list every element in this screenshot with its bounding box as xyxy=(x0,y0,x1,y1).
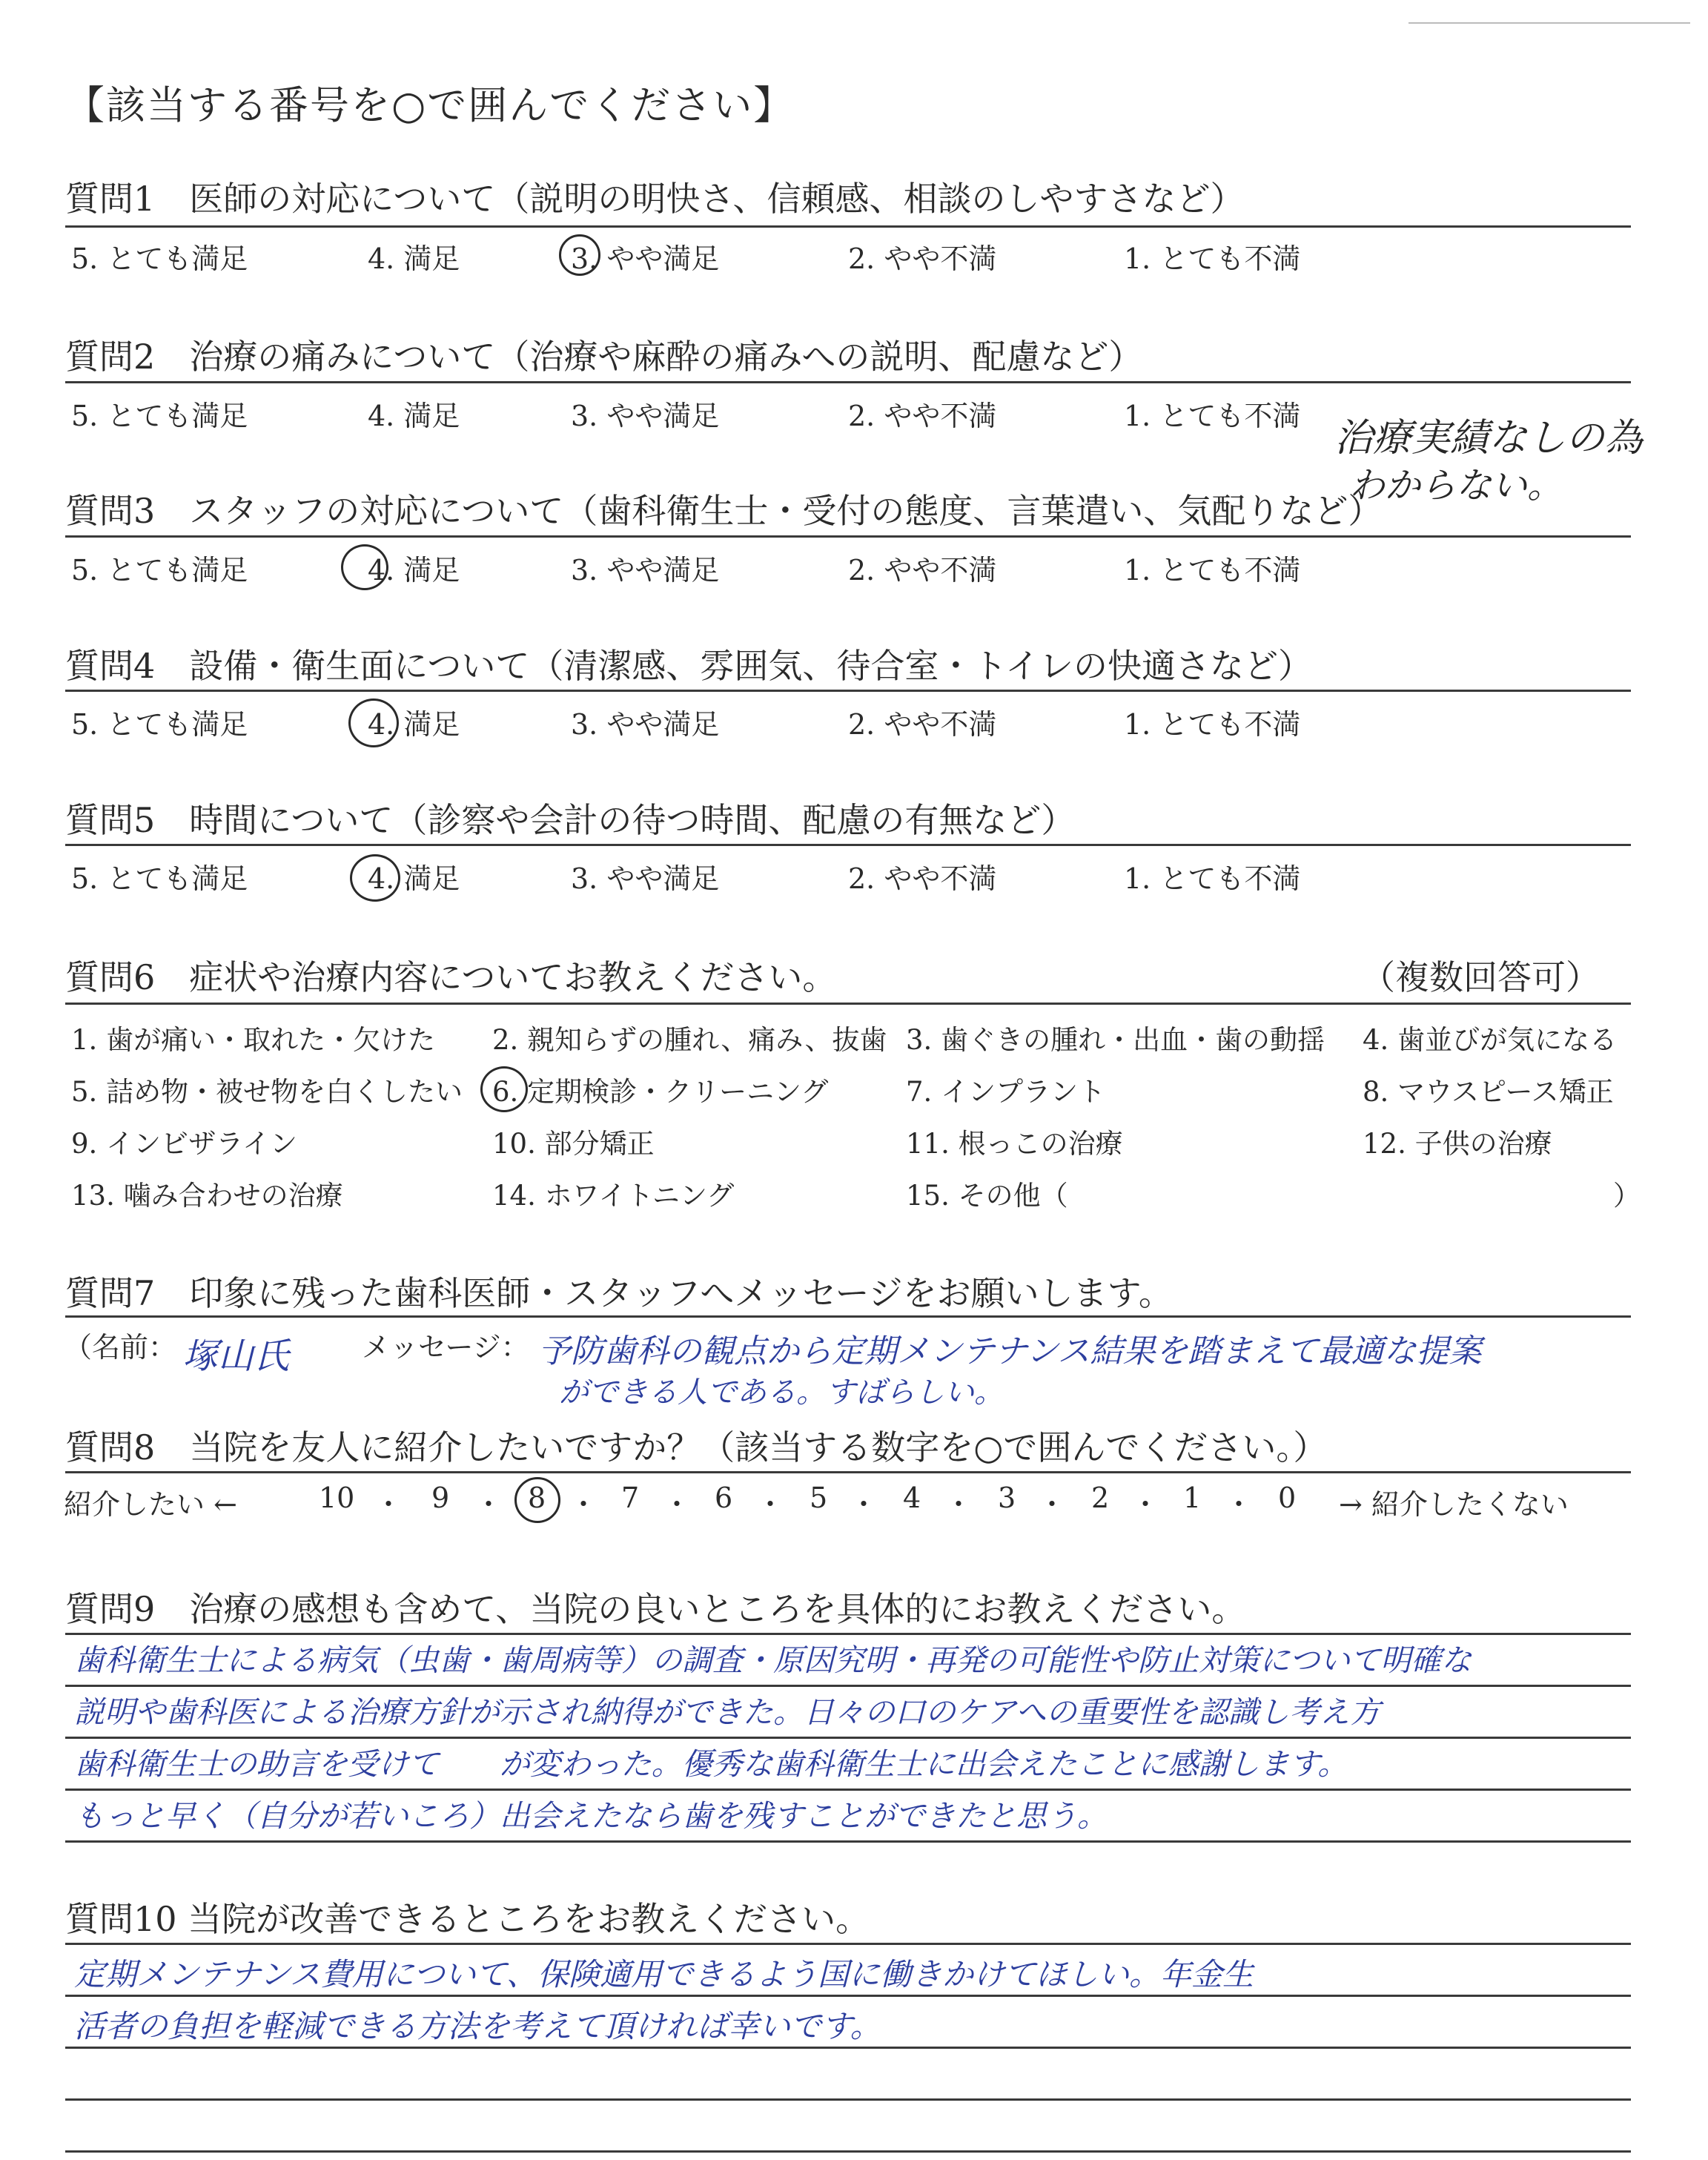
q1-option-5[interactable]: 5. とても満足 xyxy=(71,242,248,275)
q7-rule xyxy=(65,1315,1631,1318)
q8-scale-2[interactable]: 2 xyxy=(1091,1482,1110,1514)
q7-title: 質問7 印象に残った歯科医師・スタッフへメッセージをお願いします。 xyxy=(65,1273,1173,1313)
q3-option-5[interactable]: 5. とても満足 xyxy=(71,554,248,587)
q10-rule-4 xyxy=(65,2150,1631,2153)
q4-title: 質問4 設備・衛生面について（清潔感、雰囲気、待合室・トイレの快適さなど） xyxy=(65,646,1313,686)
q1-option-4[interactable]: 4. 満足 xyxy=(368,242,460,275)
q2-option-1[interactable]: 1. とても不満 xyxy=(1124,400,1301,432)
q8-scale-0[interactable]: 0 xyxy=(1278,1482,1297,1514)
q3-option-3[interactable]: 3. やや満足 xyxy=(571,554,720,587)
q8-rule xyxy=(65,1471,1631,1473)
q9-answer-line1[interactable]: 歯科衛生士による病気（虫歯・歯周病等）の調査・原因究明・再発の可能性や防止対策について明確な xyxy=(74,1642,1472,1678)
q3-title: 質問3 スタッフの対応について（歯科衛生士・受付の態度、言葉遣い、気配りなど） xyxy=(65,491,1383,531)
q8-scale-sep: ・ xyxy=(1038,1488,1067,1521)
q2-option-3[interactable]: 3. やや満足 xyxy=(571,400,720,432)
q1-title: 質問1 医師の対応について（説明の明快さ、信頼感、相談のしやすさなど） xyxy=(65,179,1245,219)
q10-answer-line1[interactable]: 定期メンテナンス費用について、保険適用できるよう国に働きかけてほしい。年金生 xyxy=(74,1956,1254,1992)
q10-answer-line2[interactable]: 活者の負担を軽減できる方法を考えて頂ければ幸いです。 xyxy=(74,2008,881,2044)
q6-item-15-close-paren: ） xyxy=(1613,1180,1641,1212)
q5-selection-circle xyxy=(350,854,400,902)
q2-handwritten-note-line2: わからない。 xyxy=(1349,465,1563,506)
q6-rule xyxy=(65,1003,1631,1005)
q1-option-3[interactable]: 3. やや満足 xyxy=(571,242,720,275)
q6-item-9[interactable]: 9. インビザライン xyxy=(71,1128,297,1160)
q9-rule-4 xyxy=(65,1840,1631,1843)
q5-option-3[interactable]: 3. やや満足 xyxy=(571,862,720,895)
q6-multiple-answer-note: （複数回答可） xyxy=(1361,957,1600,997)
q6-item-4[interactable]: 4. 歯並びが気になる xyxy=(1363,1024,1618,1056)
q9-answer-line2[interactable]: 説明や歯科医による治療方針が示され納得ができた。日々の口のケアへの重要性を認識し考え方 xyxy=(74,1694,1381,1730)
q4-selection-circle xyxy=(348,698,399,747)
page-heading: 【該当する番号を○で囲んでください】 xyxy=(65,83,795,128)
q8-scale-8[interactable]: 8 xyxy=(528,1482,546,1514)
q9-rule-2 xyxy=(65,1737,1631,1739)
q10-title: 質問10 当院が改善できるところをお教えください。 xyxy=(65,1899,870,1939)
q4-option-3[interactable]: 3. やや満足 xyxy=(571,708,720,741)
q8-scale-9[interactable]: 9 xyxy=(431,1482,450,1514)
q4-option-1[interactable]: 1. とても不満 xyxy=(1124,708,1301,741)
q5-title: 質問5 時間について（診察や会計の待つ時間、配慮の有無など） xyxy=(65,800,1076,840)
q6-item-8[interactable]: 8. マウスピース矯正 xyxy=(1363,1076,1614,1108)
q6-title: 質問6 症状や治療内容についてお教えください。 xyxy=(65,957,837,997)
q8-right-label: → 紹介したくない xyxy=(1339,1488,1569,1521)
q2-option-2[interactable]: 2. やや不満 xyxy=(848,400,997,432)
q4-option-5[interactable]: 5. とても満足 xyxy=(71,708,248,741)
q8-scale-sep: ・ xyxy=(474,1488,503,1521)
q8-scale-sep: ・ xyxy=(944,1488,973,1521)
q7-name-label: （名前： xyxy=(64,1331,177,1364)
q6-item-1[interactable]: 1. 歯が痛い・取れた・欠けた xyxy=(71,1024,436,1056)
q1-option-2[interactable]: 2. やや不満 xyxy=(848,242,997,275)
q1-selection-circle xyxy=(559,234,600,276)
q8-scale-sep: ・ xyxy=(1131,1488,1160,1521)
q3-option-4[interactable]: 4. 満足 xyxy=(368,554,460,587)
q6-item-3[interactable]: 3. 歯ぐきの腫れ・出血・歯の動揺 xyxy=(906,1024,1325,1056)
q9-title: 質問9 治療の感想も含めて、当院の良いところを具体的にお教えください。 xyxy=(65,1589,1246,1629)
q8-scale-4[interactable]: 4 xyxy=(903,1482,921,1514)
q5-option-2[interactable]: 2. やや不満 xyxy=(848,862,997,895)
q9-rule-1 xyxy=(65,1685,1631,1687)
q6-item-14[interactable]: 14. ホワイトニング xyxy=(492,1180,735,1212)
q6-item-13[interactable]: 13. 噛み合わせの治療 xyxy=(71,1180,343,1212)
q9-rule-0 xyxy=(65,1633,1631,1635)
q8-scale-sep: ・ xyxy=(569,1488,598,1521)
q7-message-line1[interactable]: 予防歯科の観点から定期メンテナンス結果を踏まえて最適な提案 xyxy=(538,1332,1482,1370)
q6-item-2[interactable]: 2. 親知らずの腫れ、痛み、抜歯 xyxy=(492,1024,887,1056)
q9-rule-3 xyxy=(65,1789,1631,1791)
q8-scale-1[interactable]: 1 xyxy=(1183,1482,1202,1514)
q7-name-value[interactable]: 塚山氏 xyxy=(182,1335,290,1377)
q8-scale-3[interactable]: 3 xyxy=(998,1482,1016,1514)
q4-rule xyxy=(65,690,1631,692)
q8-scale-7[interactable]: 7 xyxy=(621,1482,640,1514)
q1-rule xyxy=(65,225,1631,228)
q6-item-7[interactable]: 7. インプラント xyxy=(906,1076,1106,1108)
q2-handwritten-note-line1: 治療実績なしの為 xyxy=(1334,416,1644,460)
q8-scale-sep: ・ xyxy=(850,1488,878,1521)
q6-selection-circle xyxy=(480,1066,528,1112)
q9-answer-line4[interactable]: もっと早く（自分が若いころ）出会えたなら歯を残すことができたと思う。 xyxy=(74,1798,1108,1834)
q10-rule-3 xyxy=(65,2098,1631,2101)
scan-edge-line xyxy=(1409,22,1690,24)
q4-option-2[interactable]: 2. やや不満 xyxy=(848,708,997,741)
q2-option-5[interactable]: 5. とても満足 xyxy=(71,400,248,432)
q2-title: 質問2 治療の痛みについて（治療や麻酔の痛みへの説明、配慮など） xyxy=(65,337,1143,377)
q8-scale-5[interactable]: 5 xyxy=(810,1482,828,1514)
q10-rule-1 xyxy=(65,1995,1631,1997)
q1-option-1[interactable]: 1. とても不満 xyxy=(1124,242,1301,275)
q6-item-5[interactable]: 5. 詰め物・被せ物を白くしたい xyxy=(71,1076,463,1108)
q3-option-2[interactable]: 2. やや不満 xyxy=(848,554,997,587)
q5-option-5[interactable]: 5. とても満足 xyxy=(71,862,248,895)
q7-message-label: メッセージ： xyxy=(362,1331,529,1364)
q5-option-1[interactable]: 1. とても不満 xyxy=(1124,862,1301,895)
q6-item-15[interactable]: 15. その他（ xyxy=(906,1180,1068,1212)
q4-option-4[interactable]: 4. 満足 xyxy=(368,708,460,741)
q10-rule-2 xyxy=(65,2047,1631,2049)
q6-item-6[interactable]: 6. 定期検診・クリーニング xyxy=(492,1076,829,1108)
q2-option-4[interactable]: 4. 満足 xyxy=(368,400,460,432)
q6-item-12[interactable]: 12. 子供の治療 xyxy=(1363,1128,1552,1160)
q8-selection-circle xyxy=(514,1477,560,1523)
q2-rule xyxy=(65,381,1631,383)
q8-scale-6[interactable]: 6 xyxy=(715,1482,733,1514)
q9-answer-line3[interactable]: 歯科衛生士の助言を受けて が変わった。優秀な歯科衛生士に出会えたことに感謝します。 xyxy=(74,1746,1348,1782)
q8-scale-10[interactable]: 10 xyxy=(319,1482,355,1514)
q8-title: 質問8 当院を友人に紹介したいですか？（該当する数字を○で囲んでください。） xyxy=(65,1427,1328,1467)
q8-scale-sep: ・ xyxy=(663,1488,692,1521)
q3-option-1[interactable]: 1. とても不満 xyxy=(1124,554,1301,587)
q6-item-10[interactable]: 10. 部分矯正 xyxy=(492,1128,655,1160)
q5-option-4[interactable]: 4. 満足 xyxy=(368,862,460,895)
q3-rule xyxy=(65,535,1631,538)
q8-scale-sep: ・ xyxy=(756,1488,785,1521)
q6-item-11[interactable]: 11. 根っこの治療 xyxy=(906,1128,1123,1160)
q7-message-line2[interactable]: ができる人である。すばらしい。 xyxy=(559,1375,1004,1410)
q8-scale-sep: ・ xyxy=(1225,1488,1254,1521)
q5-rule xyxy=(65,844,1631,846)
q8-left-label: 紹介したい ← xyxy=(64,1488,237,1521)
q3-selection-circle xyxy=(341,544,388,590)
q8-scale-sep: ・ xyxy=(374,1488,403,1521)
q10-rule-0 xyxy=(65,1943,1631,1945)
